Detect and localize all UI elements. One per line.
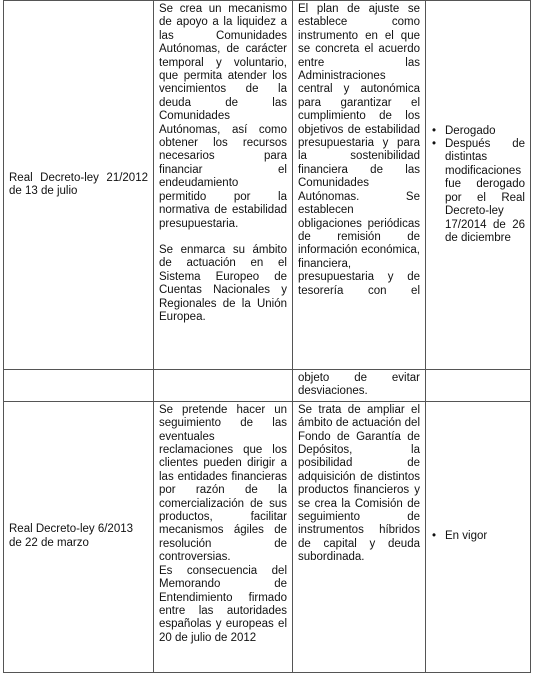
objeto-cell xyxy=(154,370,293,402)
estado-cell xyxy=(426,370,531,402)
objeto-cell xyxy=(154,401,293,672)
contenido-paragraph: objeto de evitar desviaciones. xyxy=(298,372,420,398)
estado-list xyxy=(431,125,525,246)
estado-item: • Derogado xyxy=(443,125,525,138)
estado-cell xyxy=(426,401,531,672)
contenido-paragraph: Se trata de ampliar el ámbito de actuación del Fondo de Garantía de Depósitos, la posibilidad de adquisición de distintos productos financieros y se crea la Comisión de seguimiento de instrumentos híbridos de capital y deuda subordinada. xyxy=(298,403,420,564)
norma-text: Real Decreto-ley 6/2013 de 22 de marzo xyxy=(9,523,134,549)
norma-text: Real Decreto-ley 21/2012 de 13 de julio xyxy=(9,171,148,197)
table-row xyxy=(4,1,531,370)
objeto-paragraph: Se pretende hacer un seguimiento de las eventuales reclamaciones que los clientes pueden dirigir a las entidades financieras por razón de la comercialización de sus productos, facilitar mecanismos ágiles de resolución de controversias. xyxy=(159,403,287,564)
estado-cell xyxy=(426,1,531,370)
table-row xyxy=(4,401,531,672)
contenido-paragraph: El plan de ajuste se establece como instrumento en el que se concreta el acuerdo entre las Administraciones central y autonómica para garantizar el cumplimiento de los objetivos de estabilidad presupuestaria y para la sostenibilidad financiera de las Comunidades Autónomas. Se establecen obligaciones periódicas de remisión de información económica, financiera, presupuestaria y de tesorería con el xyxy=(298,3,420,297)
norma-cell xyxy=(4,401,154,672)
legislation-table xyxy=(3,0,531,673)
objeto-cell xyxy=(154,1,293,370)
contenido-cell xyxy=(293,401,426,672)
objeto-paragraph: Se crea un mecanismo de apoyo a la liquidez a las Comunidades Autónomas, de carácter temporal y voluntario, que permita atender los vencimientos de la deuda de las Comunidades Autónomas, así como obtener los recursos necesarios para financiar el endeudamiento permitido por la normativa de estabilidad presupuestaria. xyxy=(159,3,287,230)
estado-item: • Después de distintas modificaciones fue derogado por el Real Decreto-ley 17/2014 de 26 de diciembre xyxy=(443,138,525,245)
estado-list xyxy=(431,530,525,543)
contenido-cell xyxy=(293,1,426,370)
contenido-cell xyxy=(293,370,426,402)
objeto-paragraph: Se enmarca su ámbito de actuación en el Sistema Europeo de Cuentas Nacionales y Regionales de la Unión Europea. xyxy=(159,243,287,323)
table-row xyxy=(4,370,531,402)
norma-cell xyxy=(4,1,154,370)
norma-cell xyxy=(4,370,154,402)
objeto-paragraph: Es consecuencia del Memorando de Entendimiento firmado entre las autoridades españolas y europeas el 20 de julio de 2012 xyxy=(159,564,287,644)
estado-item: • En vigor xyxy=(443,530,525,543)
